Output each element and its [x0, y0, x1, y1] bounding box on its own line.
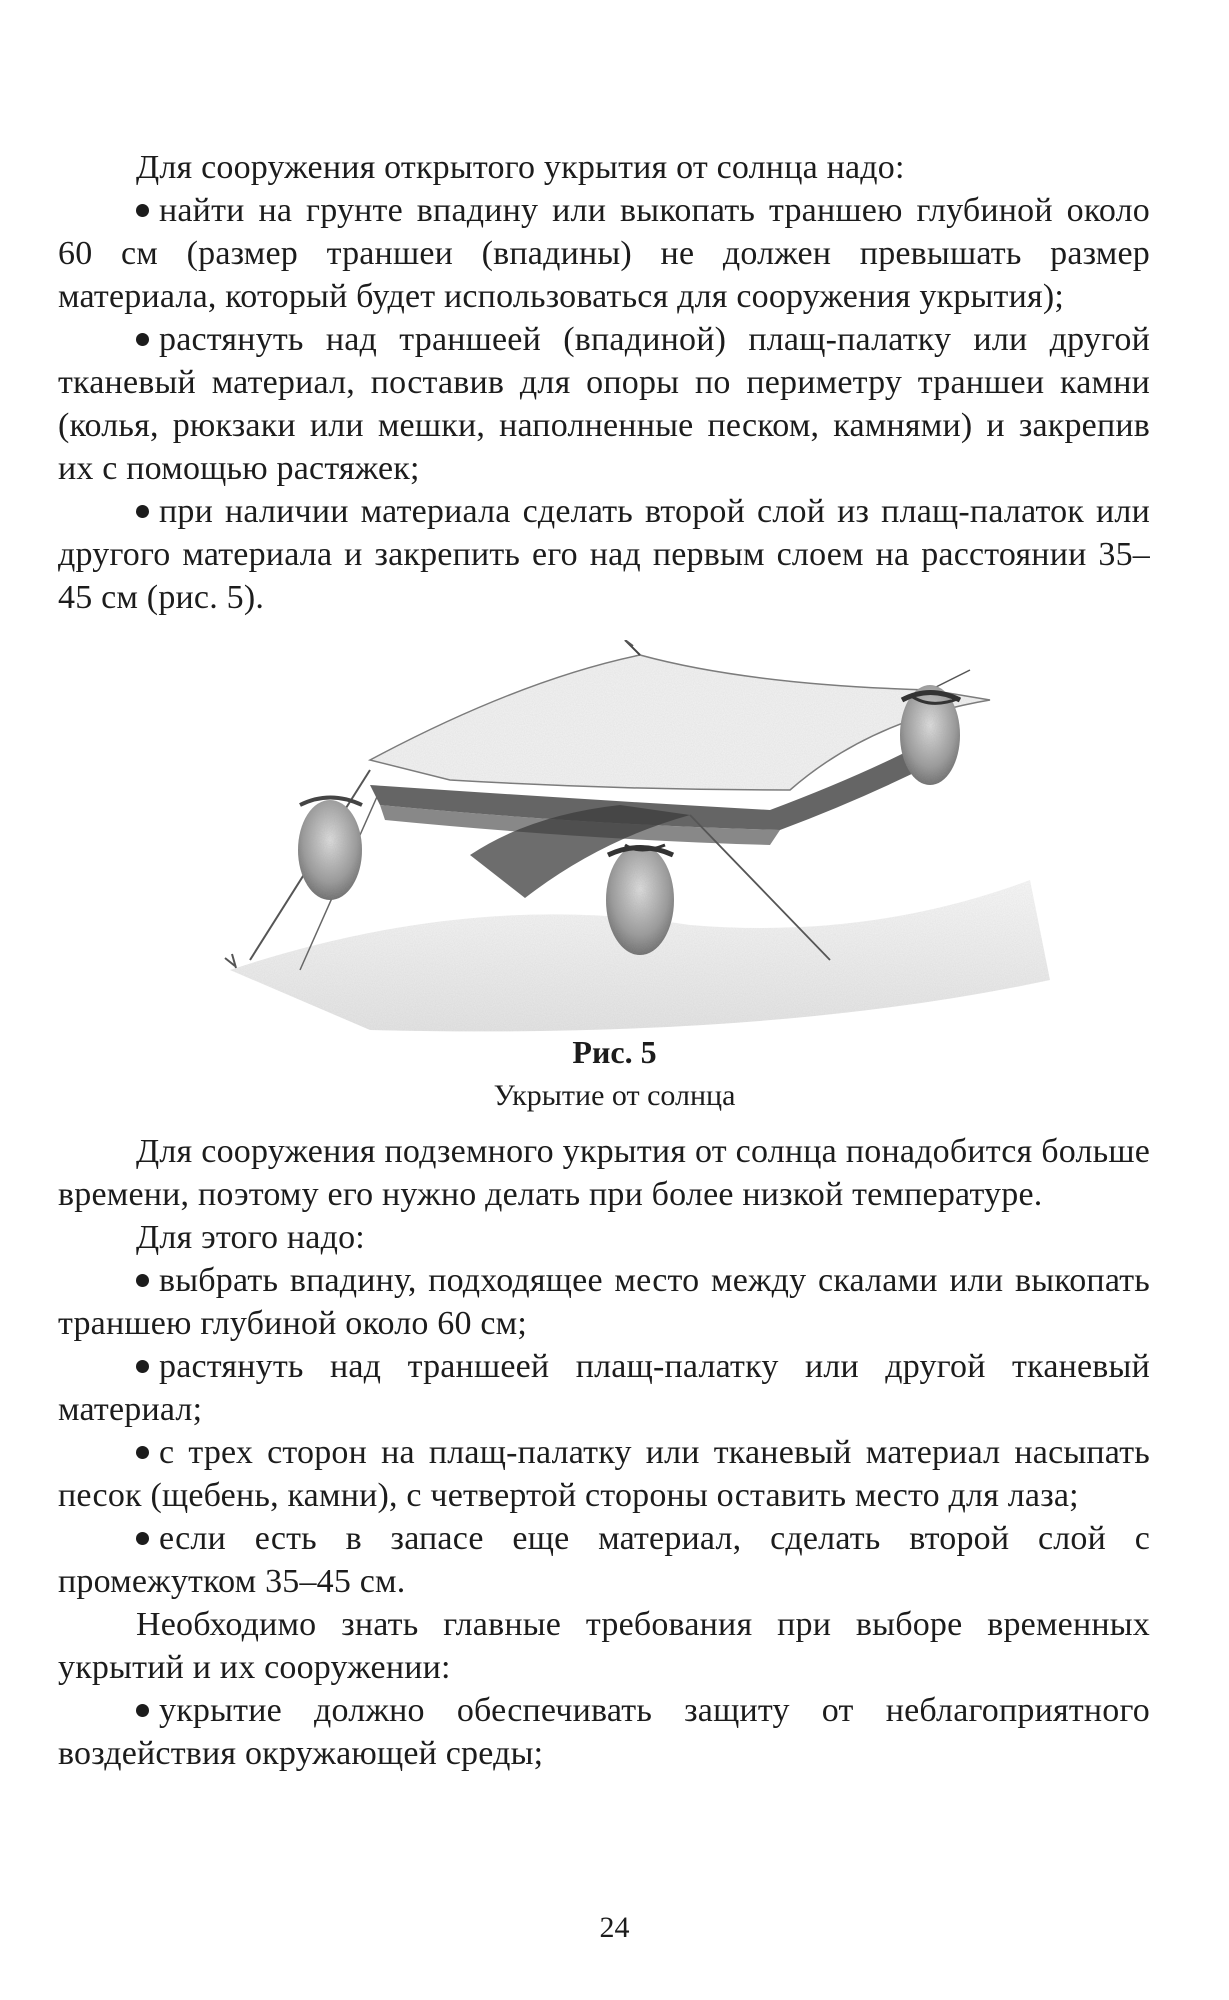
page-number: 24 — [599, 1911, 630, 1944]
list-item: укрытие должно обеспечивать защиту от неблагоприятного воздействия окружающей среды; — [58, 1692, 1150, 1772]
bullet-icon — [136, 1446, 149, 1459]
figure-label: Рис. 5 — [572, 1034, 657, 1070]
list-item: при наличии материала сделать второй слой из плащ-палаток или другого материала и закрепить его над первым слоем на расстоянии 35–45 см (рис. 5). — [58, 493, 1150, 616]
bullet-icon — [136, 204, 149, 217]
section2-paragraph: Для сооружения подземного укрытия от солнца понадобится больше времени, поэтому его нужно делать при более низкой температуре. — [58, 1133, 1150, 1213]
shelter-illustration — [170, 640, 1070, 1040]
stake-mark — [225, 954, 236, 968]
bullet-icon — [136, 505, 149, 518]
list-item: если есть в запасе еще материал, сделать второй слой с промежутком 35–45 см. — [58, 1520, 1150, 1600]
bullet-icon — [136, 1532, 149, 1545]
list-item: растянуть над траншеей (впадиной) плащ-палатку или другой тканевый материал, поставив для опоры по периметру траншеи камни (колья, рюкзаки или мешки, наполненные песком, камнями) и закрепив их с помощью растяжек; — [58, 321, 1150, 487]
bullet-icon — [136, 1704, 149, 1717]
section1-intro: Для сооружения открытого укрытия от солнца надо: — [136, 149, 905, 186]
bullet-icon — [136, 333, 149, 346]
list-item: найти на грунте впадину или выкопать траншею глубиной около 60 см (размер траншеи (впадины) не должен превышать размер материала, который будет использоваться для сооружения укрытия); — [58, 192, 1150, 315]
figure-caption: Укрытие от солнца — [493, 1079, 736, 1112]
sandbag-left — [298, 798, 362, 901]
sandbag-front-right — [606, 845, 674, 955]
list-item: растянуть над траншеей плащ-палатку или другой тканевый материал; — [58, 1348, 1150, 1428]
section-underground-shelter — [58, 1130, 1150, 1775]
list-item: с трех сторон на плащ-палатку или тканевый материал насыпать песок (щебень, камни), с четвертой стороны оставить место для лаза; — [58, 1434, 1150, 1514]
list-item: выбрать впадину, подходящее место между скалами или выкопать траншею глубиной около 60 см; — [58, 1262, 1150, 1342]
section-open-shelter — [58, 146, 1150, 619]
section2-intro: Для этого надо: — [136, 1219, 365, 1256]
section3-paragraph: Необходимо знать главные требования при выборе временных укрытий и их сооружении: — [58, 1606, 1150, 1686]
bullet-icon — [136, 1274, 149, 1287]
bullet-icon — [136, 1360, 149, 1373]
